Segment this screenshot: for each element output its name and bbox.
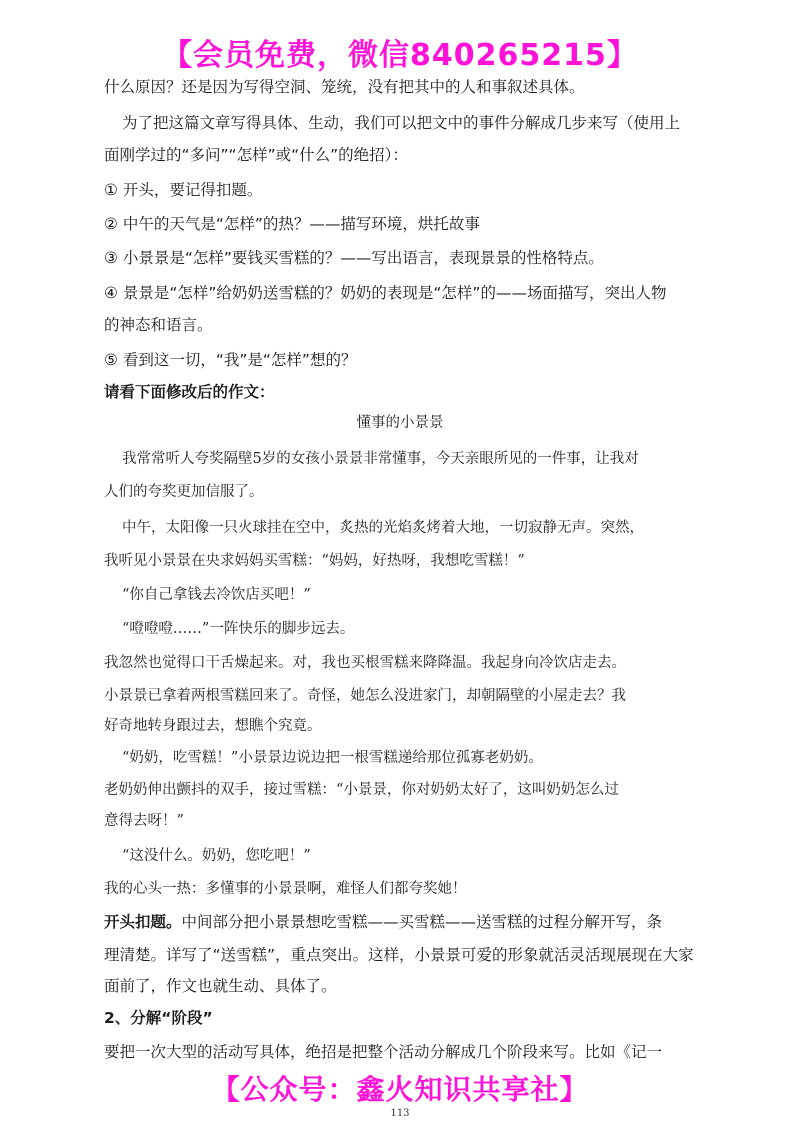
- essay-title: 懂事的小景景: [356, 415, 444, 431]
- analysis-line-3: 面前了，作文也就生动、具体了。: [104, 977, 337, 995]
- essay-line-3: 中午，太阳像一只火球挂在空中，炙热的光焰炙烤着大地，一切寂静无声。突然，: [122, 520, 644, 536]
- essay-line-4: 我听见小景景在央求妈妈买雪糕：“妈妈，好热呀，我想吃雪糕！”: [104, 553, 525, 569]
- step-2: ② 中午的天气是“怎样”的热？——描写环境，烘托故事: [104, 215, 480, 233]
- intro-line-2: 为了把这篇文章写得具体、生动，我们可以把文中的事件分解成几步来写（使用上: [122, 114, 681, 132]
- section-heading: 2、分解“阶段”: [104, 1009, 213, 1027]
- analysis-line-1: [104, 912, 686, 932]
- essay-line-14: 我的心头一热：多懂事的小景景啊，难怪人们都夸奖她！: [104, 881, 467, 897]
- revised-essay-prompt: 请看下面修改后的作文：: [104, 383, 275, 401]
- essay-line-7: 我忽然也觉得口干舌燥起来。对，我也买根雪糕来降降温。我起身向冷饮店走去。: [104, 655, 626, 671]
- promo-banner-bottom: 【公众号：鑫火知识共享社】: [211, 1073, 589, 1106]
- essay-line-11: 老奶奶伸出颤抖的双手，接过雪糕：“小景景，你对奶奶太好了，这叫奶奶怎么过: [104, 782, 619, 798]
- essay-line-5: “你自己拿钱去冷饮店买吧！”: [122, 587, 311, 603]
- essay-line-12: 意得去呀！”: [104, 813, 184, 829]
- analysis-bold-lead: 开头扣题。: [104, 913, 182, 931]
- step-3: ③ 小景景是“怎样”要钱买雪糕的？——写出语言，表现景景的性格特点。: [104, 249, 604, 267]
- closing-line: 要把一次大型的活动写具体，绝招是把整个活动分解成几个阶段来写。比如《记一: [104, 1043, 663, 1061]
- analysis-line-2: 理清楚。详写了“送雪糕”，重点突出。这样，小景景可爱的形象就活灵活现展现在大家: [104, 946, 694, 964]
- analysis-line-1-rest: 中间部分把小景景想吃雪糕——买雪糕——送雪糕的过程分解开写，条: [181, 913, 663, 931]
- intro-line-1: 什么原因？还是因为写得空洞、笼统，没有把其中的人和事叙述具体。: [104, 78, 585, 96]
- essay-line-8: 小景景已拿着两根雪糕回来了。奇怪，她怎么没进家门，却朝隔壁的小屋走去？我: [104, 688, 626, 704]
- step-4-cont: 的神态和语言。: [104, 316, 213, 334]
- essay-line-1: 我常常听人夸奖隔壁5岁的女孩小景景非常懂事，今天亲眼所见的一件事，让我对: [122, 451, 639, 467]
- intro-line-3: 面刚学过的“多问”“怎样”或“什么”的绝招）：: [104, 146, 408, 164]
- step-4: ④ 景景是“怎样”给奶奶送雪糕的？奶奶的表现是“怎样”的——场面描写，突出人物: [104, 284, 667, 302]
- step-1: ① 开头，要记得扣题。: [104, 181, 263, 199]
- essay-line-10: “奶奶，吃雪糕！”小景景边说边把一根雪糕递给那位孤寡老奶奶。: [122, 750, 543, 766]
- page-number: 113: [390, 1108, 410, 1119]
- essay-line-6: “噔噔噔……”一阵快乐的脚步远去。: [122, 621, 355, 637]
- essay-line-2: 人们的夸奖更加信服了。: [104, 484, 264, 500]
- essay-line-9: 好奇地转身跟过去，想瞧个究竟。: [104, 718, 322, 734]
- step-5: ⑤ 看到这一切，“我”是“怎样”想的？: [104, 351, 357, 369]
- essay-line-13: “这没什么。奶奶，您吃吧！”: [122, 848, 311, 864]
- promo-banner-top: 【会员免费，微信840265215】: [162, 38, 638, 73]
